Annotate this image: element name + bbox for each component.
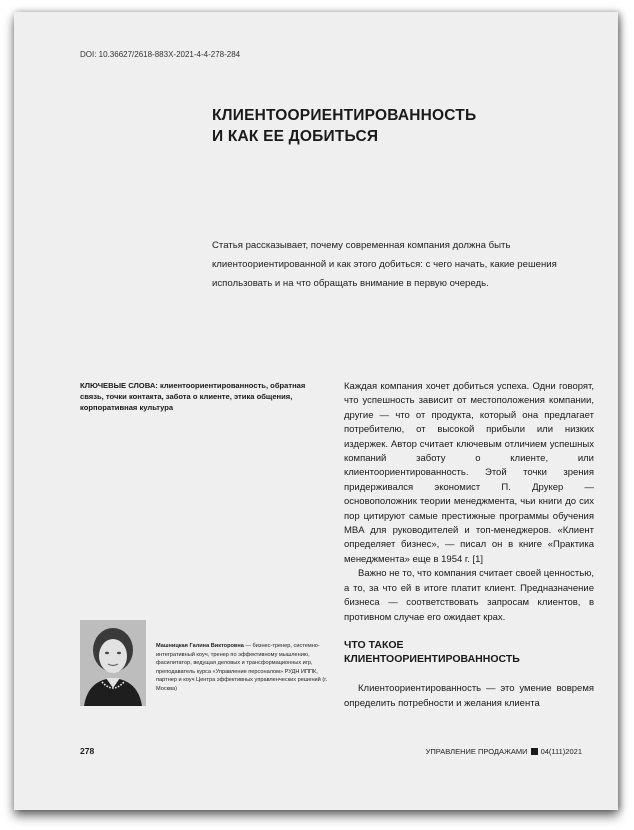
- body-paragraph-2: Важно не то, что компания считает своей ценностью, а то, за что ей в итоге платит клиент. Предназначение бизнеса — соответствовать запросам клиентов, в противном случае его ожидает крах.: [344, 568, 594, 623]
- keywords-text: клиентоориентированность, обратная связь, точки контакта, забота о клиенте, этика общения, корпоративная культура: [80, 381, 306, 412]
- section-heading: [344, 638, 594, 666]
- author-photo: [80, 620, 146, 706]
- title-line-1: КЛИЕНТООРИЕНТИРОВАННОСТЬ: [212, 107, 477, 124]
- article-abstract: Статья рассказывает, почему современная компания должна быть клиентоориентированной и как этого добиться: с чего начать, какие решения использовать и на что обращать внимание в первую очередь.: [212, 240, 557, 289]
- keywords-block: [80, 380, 330, 413]
- journal-page: [14, 12, 618, 810]
- page-number: 278: [80, 746, 95, 756]
- journal-footer: [426, 747, 582, 756]
- article-title: [212, 105, 572, 147]
- section-heading-line-2: КЛИЕНТООРИЕНТИРОВАННОСТЬ: [344, 653, 520, 665]
- section-paragraph: Клиентоориентированность — это умение вовремя определить потребности и желания клиента: [344, 683, 594, 709]
- journal-name: УПРАВЛЕНИЕ ПРОДАЖАМИ: [425, 747, 528, 756]
- keywords-label: КЛЮЧЕВЫЕ СЛОВА:: [80, 381, 158, 390]
- body-paragraph-1: Каждая компания хочет добиться успеха. Одни говорят, что успешность зависит от местоположения компании, другие — что от продукта, который она предлагает потребителю, от высокой прибыли или низких издержек. Автор считает ключевым отличием успешных компаний заботу о клиенте, или клиентоориентированность. Этой точки зрения придерживался экономист П. Друкер — основоположник теории менеджмента, чьи книги до сих пор цитируют самые престижные программы обучения MBA для руководителей и топ-менеджеров. «Клиент определяет бизнес», — писал он в книге «Практика менеджмента» еще в 1954 г. [1]: [344, 381, 594, 565]
- author-info: [156, 642, 328, 694]
- author-bio: — бизнес-тренер, системно-интегративный коуч, тренер по эффективному мышлению, фасилитатор, ведущая деловых и трансформационных игр, преподаватель курса «Управление персоналом» РУДН ИППК, партнер и коуч Центра эффективных управленческих решений (г. Москва): [156, 643, 328, 692]
- author-name: Машницкая Галина Викторовна: [156, 643, 244, 649]
- doi-line: DOI: 10.36627/2618-883X-2021-4-4-278-284: [80, 50, 241, 59]
- title-line-2: И КАК ЕЕ ДОБИТЬСЯ: [212, 128, 379, 145]
- author-portrait-icon: [80, 620, 146, 706]
- body-column: [344, 380, 594, 625]
- journal-issue: 04(111)2021: [540, 747, 582, 756]
- section-heading-line-1: ЧТО ТАКОЕ: [344, 639, 404, 651]
- square-icon: [531, 748, 538, 755]
